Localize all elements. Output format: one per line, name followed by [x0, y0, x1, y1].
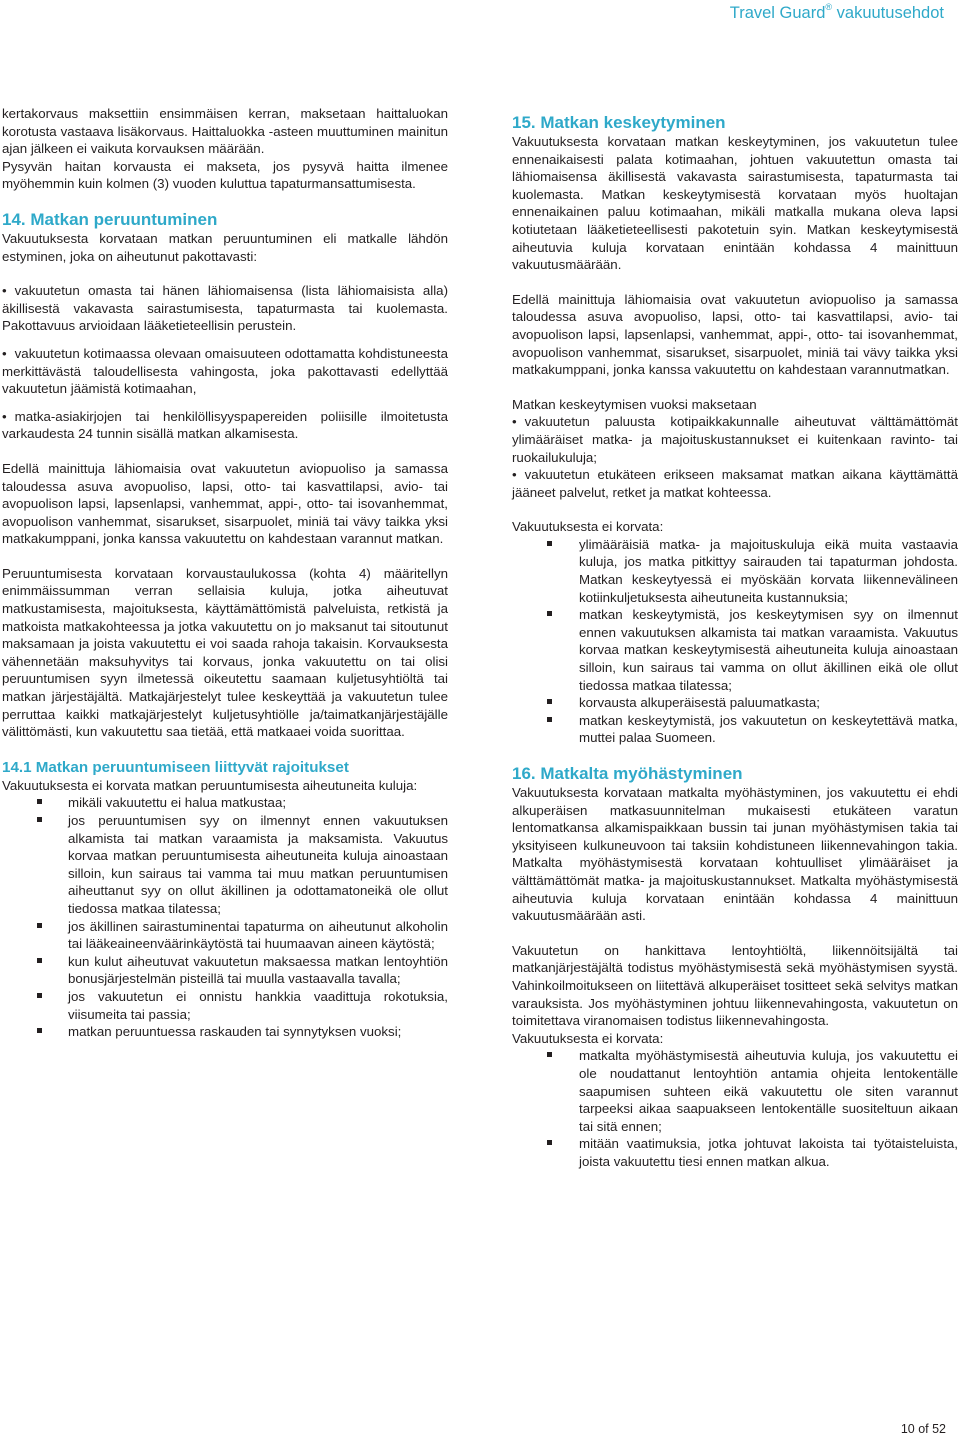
list-item: matkan keskeytymistä, jos vakuutetun on keskeytettävä matka, muttei palaa Suomeen.	[512, 712, 958, 747]
list-item: jos vakuutetun ei onnistu hankkia vaadittuja rokotuksia, viisumeita tai passia;	[2, 988, 448, 1023]
not-covered-list	[512, 536, 958, 747]
section-16-heading: 16. Matkalta myöhästyminen	[512, 764, 743, 783]
section-15-intro: Vakuutuksesta korvataan matkan keskeytyminen, jos vakuutetun tulee ennenaikaisesti palata kotimaahan, johtuen vakuutettun omasta tai lähiomaisensa äkillisestä vakavasta sairastumisesta, tapaturmasta tai kuolemasta. Matkan keskeytymisestä korvataan myös huoltajan ennenaikainen paluu kotimaahan, mikäli matkalla mukana oleva lapsi kotiutetaan lääketieteellisesti pakotetuin syin. Matkan keskeytymisestä aiheutuvia kuluja korvataan enintään kohdassa 4 mainittuun vakuutusmäärään.	[512, 134, 958, 273]
certificate-paragraph: Vakuutetun on hankittava lentoyhtiöltä, liikennöitsijältä tai matkanjärjestäjältä todistus myöhästymisestä sekä myöhästymisen syystä. Vahinkoilmoitukseen on liitettävä alkuperäiset tositteet sekä selvitys matkan varauksista. Jos myöhästyminen johtuu liikennevahingosta, vakuutetun on toimitettava viranomaisen todistus liikennevahingosta.	[512, 942, 958, 1029]
paid-intro: Matkan keskeytymisen vuoksi maksetaan	[512, 396, 757, 412]
section-15-heading: 15. Matkan keskeytyminen	[512, 113, 726, 132]
list-item: mitään vaatimuksia, jotka johtuvat lakoista tai työtaisteluista, joista vakuutettu tiesi ennen matkan alkua.	[512, 1135, 958, 1170]
section-14-1-heading: 14.1 Matkan peruuntumiseen liittyvät rajoitukset	[2, 758, 349, 776]
list-item: jos äkillinen sairastuminentai tapaturma on aiheutunut alkoholin tai lääkeaineenväärinkäytöstä tai huumaavan aineen käytöstä;	[2, 918, 448, 953]
compensation-paragraph: Peruuntumisesta korvataan korvaustaulukossa (kohta 4) määritellyn enimmäissumman verran sellaisia kuluja, jotka aiheutuvat matkustamisesta, majoituksesta, käyttämättömistä palveluista, retkistä ja matkoista matkakohteessa ja jotka vakuutettu on jo maksanut tai sitoutunut maksamaan ja joista vakuutettu ei voi saada rahoja takaisin. Korvauksesta vähennetään maksuhyvitys tai korvaus, jonka vakuutettu on tai olisi peruuntumisen syyn ilmetessä oikeutettu saamaan kuljetusyhtiöltä tai matkan järjestäjältä. Matkajärjestelyt tulee keskeyttää ja vakuutetun tulee perruttaa kaikki matkajärjestelyt kuljetusyhtiölle ja/taimatkanjärjestäjälle välittömästi, kun vakuutettu saa tietää, että matkaaei voida suorittaa.	[2, 565, 448, 740]
section-14-heading: 14. Matkan peruuntuminen	[2, 209, 218, 229]
list-item: matkan keskeytymistä, jos keskeytymisen syy on ilmennut ennen vakuutuksen alkamista tai matkan varaamista. Vakuutus korvaa matkan keskeytymisestä aiheutuneita kuluja ainoastaan silloin, kun sairaus tai vamma on ollut äkillinen eikä ole ollut tiedossa matkaa tilatessa;	[512, 606, 958, 694]
page-header	[730, 0, 944, 26]
list-item-text: vakuutetun etukäteen erikseen maksamat matkan aikana käyttämättä jääneet palvelut, retket ja matkat kohteessa.	[512, 467, 958, 500]
bullet-dot-icon: •	[512, 467, 517, 483]
list-item-text: matka-asiakirjojen tai henkilöllisyyspapereiden poliisille ilmoitetusta varkaudesta 24 tunnin sisällä matkan alkamisesta.	[2, 408, 448, 442]
brand-name: Travel Guard	[729, 4, 826, 22]
document-title: vakuutusehdot	[836, 4, 944, 22]
list-item-text: vakuutetun paluusta kotipaikkakunnalle aiheutuvat välttämättömät ylimääräiset matka- ja majoituskustannukset ei kuitenkaan ravinto- tai ruokailukuluja;	[512, 414, 958, 465]
intro-paragraph-1: kertakorvaus maksettiin ensimmäisen kerran, maksetaan haittaluokan korotusta vastaava lisäkorvaus. Haittaluokka -asteen muuttuminen mainitun ajan jälkeen ei vaikuta korvauksen määrään.	[2, 106, 448, 157]
not-covered-intro: Vakuutuksesta ei korvata:	[512, 519, 664, 535]
bullet-dot-icon: •	[2, 345, 7, 361]
list-item: jos peruuntumisen syy on ilmennyt ennen vakuutuksen alkamista tai matkan varaamista ja maksamista. Vakuutus korvaa matkan peruuntumisesta aiheutuneita kuluja ainoastaan silloin, kun sairaus tai vamma tai muu matkan peruuntumisen aiheuttanut syy on ollut äkillinen ja odottamatoneikä ole ollut tiedossa matkaa tilatessa;	[2, 812, 448, 918]
list-item	[512, 466, 958, 501]
bullet-dot-icon: •	[2, 408, 7, 424]
list-item: matkan peruuntuessa raskauden tai synnytyksen vuoksi;	[2, 1023, 448, 1041]
list-item-text: vakuutetun kotimaassa olevaan omaisuuteen odottamatta kohdistuneesta merkittävästä taloudellisesta vahingosta, joka pakottavasti edellyttää vakuutetun jäämistä kotimaahan,	[2, 345, 448, 397]
restrictions-list	[2, 794, 448, 1040]
section-14-intro: Vakuutuksesta korvataan matkan peruuntuminen eli matkalle lähdön estyminen, joka on aiheutunut pakottavasti:	[2, 230, 448, 264]
right-column	[512, 113, 958, 1170]
bullet-dot-icon: •	[2, 283, 7, 299]
not-covered-intro: Vakuutuksesta ei korvata:	[512, 1030, 664, 1046]
list-item: mikäli vakuutettu ei halua matkustaa;	[2, 794, 448, 812]
list-item: kun kulut aiheutuvat vakuutetun maksaessa matkan lentoyhtiön bonusjärjestelmän pisteillä tai muulla vastaavalla tavalla;	[2, 953, 448, 988]
list-item	[2, 408, 448, 443]
section-16-intro: Vakuutuksesta korvataan matkalta myöhästyminen, jos vakuutettu ei ehdi alkuperäisen matkasuunnitelman mukaisesti etukäteen varatun lentomatkansa alkamispaikkaan bussin tai junan myöhästymisen takia tai yksityiseen kulkuneuvoon tai taksiin kohdistuneen liikennevahingon takia. Matkalta myöhästymisestä korvataan kohtuulliset ylimääräiset ja välttämättömät matka- ja majoituskustannukset. Matkalta myöhästymisestä aiheutuvia kuluja korvataan enintään kohdassa 4 mainittuun vakuutusmäärään asti.	[512, 785, 958, 924]
intro-paragraph-2: Pysyvän haitan korvausta ei makseta, jos pysyvä haitta ilmenee myöhemmin kuin kolmen (3) vuoden kuluttua tapaturmansattumisesta.	[2, 158, 448, 192]
list-item: matkalta myöhästymisestä aiheutuvia kuluja, jos vakuutettu ei ole noudattanut lentoyhtiön antamia ohjeita lentokentälle saapumisen suhteen eikä vakuutettu ole siten varannut tarpeeksi aikaa saapuakseen lentokentälle suositeltuun aikaan tai sitä ennen;	[512, 1047, 958, 1135]
list-item	[2, 345, 448, 398]
bullet-dot-icon: •	[512, 414, 517, 430]
page-number: 10 of 52	[900, 1422, 946, 1436]
section-14-1-intro: Vakuutuksesta ei korvata matkan peruuntumisesta aiheutuneita kuluja:	[2, 777, 418, 793]
list-item: ylimääräisiä matka- ja majoituskuluja eikä muita vastaavia kuluja, jos matka pitkittyy sairauden tai tapaturman johdosta. Matkan keskeytyessä ei myöskään korvata liikennevälineen kotiinkuljetuksesta aiheutuneita kustannuksia;	[512, 536, 958, 606]
relatives-paragraph: Edellä mainittuja lähiomaisia ovat vakuutetun aviopuoliso ja samassa taloudessa asuva avopuoliso, lapsi, otto- tai kasvattilapsi, avio- tai avopuolison lapsi, lapsenlapsi, vanhemmat, appi-, otto- tai isovanhemmat, avopuolison vanhemmat, sisarukset, sisarpuolet, miniä tai vävy taikka yksi matkakumppani, jonka kanssa vakuutettu on kahdestaan varannut matkan.	[2, 460, 448, 547]
left-column	[2, 105, 448, 1041]
registered-mark: ®	[825, 2, 833, 12]
list-item-text: vakuutetun omasta tai hänen lähiomaisensa (lista lähiomaisista alla) äkillisestä vakavasta sairastumisesta, tapaturmasta tai kuolemasta. Pakottavuus arvioidaan lääketieteellisin perustein.	[2, 283, 448, 334]
not-covered-list	[512, 1047, 958, 1170]
list-item	[512, 413, 958, 466]
list-item: korvausta alkuperäisestä paluumatkasta;	[512, 694, 958, 712]
list-item	[2, 282, 448, 335]
relatives-paragraph: Edellä mainittuja lähiomaisia ovat vakuutetun aviopuoliso ja samassa taloudessa asuva avopuoliso, lapsi, otto- tai kasvattilapsi, avio- tai avopuolison lapsi, lapsenlapsi, vanhemmat, appi-, otto- tai isovanhemmat, avopuolison vanhemmat, sisarukset, sisarpuolet, miniä tai vävy taikka yksi matkakumppani, jonka kanssa vakuutettu on kahdestaan varannutmatkan.	[512, 291, 958, 378]
